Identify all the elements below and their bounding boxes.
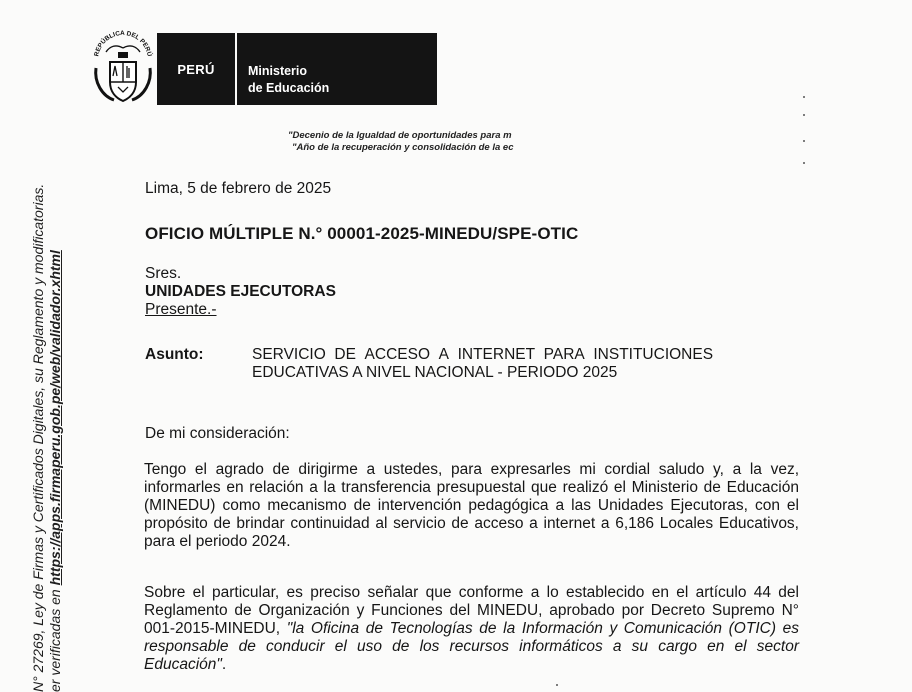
ministry-line-1: Ministerio (248, 64, 308, 78)
verification-line (47, 72, 64, 692)
salutation: Sres. (145, 265, 182, 282)
validator-link[interactable]: https://apps.firmaperu.gob.pe/web/validador.xhtml (47, 250, 63, 586)
scan-speck (803, 162, 805, 164)
paragraph-2-quote: "la Oficina de Tecnologías de la Información y Comunicación (OTIC) es responsable de conducir el uso de los recursos informáticos a su cargo en el sector Educación" (144, 620, 799, 673)
body-paragraph-2 (144, 584, 799, 674)
legal-note-line: N° 27269, Ley de Firmas y Certificados Digitales, su Reglamento y modificatorias. (30, 183, 46, 692)
year-name: "Año de la recuperación y consolidación de la ec (292, 142, 514, 153)
country-name: PERÚ (177, 61, 215, 77)
subject-text: SERVICIO DE ACCESO A INTERNET PARA INSTITUCIONES EDUCATIVAS A NIVEL NACIONAL - PERIODO 2025 (252, 346, 714, 381)
presente: Presente.- (145, 301, 217, 318)
scan-speck (803, 96, 805, 98)
scan-speck (803, 140, 805, 142)
subject-label: Asunto: (145, 346, 204, 363)
svg-text:REPÚBLICA DEL PERÚ: REPÚBLICA DEL PERÚ (93, 30, 153, 58)
ministry-line-2: de Educación (248, 81, 330, 95)
peru-coat-of-arms-logo (92, 30, 154, 106)
ministry-label (237, 33, 437, 105)
recipient-block (145, 265, 336, 319)
scan-speck (803, 114, 805, 116)
body-paragraph-1: Tengo el agrado de dirigirme a ustedes, para expresarles mi cordial saludo y, a la vez, informarles en relación a la transferencia presupuestal que realizó el Ministerio de Educación (MINEDU) como mecanismo de intervención pedagógica a las Unidades Ejecutoras, con el propósito de brindar continuidad al servicio de acceso a internet a 6,186 Locales Educativos, para el periodo 2024. (144, 461, 799, 550)
verification-prefix: er verificadas en (47, 585, 63, 692)
greeting: De mi consideración: (145, 425, 290, 442)
year-names (288, 130, 563, 154)
scan-speck (556, 684, 558, 686)
paragraph-2-end: . (221, 656, 227, 673)
paragraph-2-intro: Sobre el particular, es preciso señalar que conforme a lo establecido en el artículo 44 del Reglamento de Organización y Funciones del MINEDU, aprobado por Decreto Supremo N° 001-2015-MINEDU, (144, 584, 799, 637)
document-reference: OFICIO MÚLTIPLE N.° 00001-2025-MINEDU/SPE-OTIC (145, 224, 579, 243)
place-date: Lima, 5 de febrero de 2025 (145, 180, 332, 197)
peru-label (157, 33, 235, 105)
recipient: UNIDADES EJECUTORAS (145, 283, 336, 300)
digital-signature-note (30, 72, 64, 692)
decade-name: "Decenio de la Igualdad de oportunidades para m (288, 130, 512, 141)
